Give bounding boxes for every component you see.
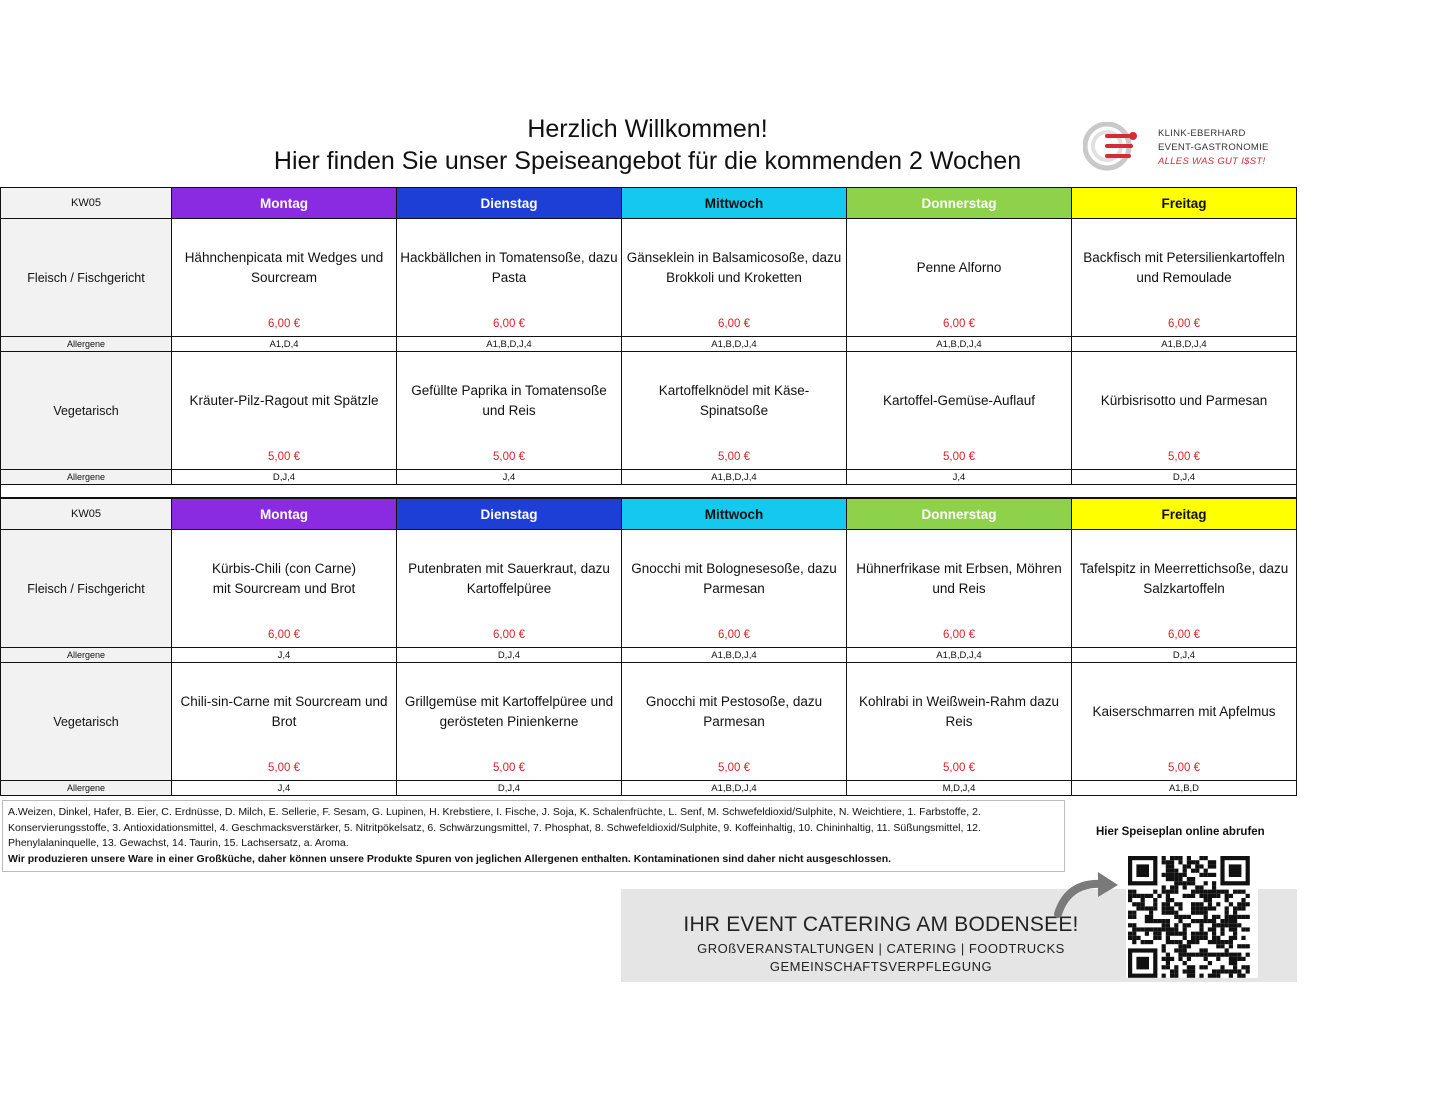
day-header-donnerstag: Donnerstag — [847, 188, 1072, 219]
dish-cell — [172, 663, 397, 781]
logo-slogan: ALLES WAS GUT I$ST! — [1158, 156, 1266, 167]
online-label: Hier Speiseplan online abrufen — [1096, 826, 1265, 838]
dish-price: 5,00 € — [1168, 762, 1200, 774]
page-title — [240, 113, 1055, 177]
dish-price: 5,00 € — [943, 451, 975, 463]
dish-price: 6,00 € — [268, 318, 300, 330]
dish-name: Backfisch mit Petersilienkartoffeln und Remoulade — [1083, 250, 1285, 285]
dish-name: Kaiserschmarren mit Apfelmus — [1092, 704, 1276, 719]
allergen-legend — [2, 800, 1065, 872]
promo-title: IHR EVENT CATERING AM BODENSEE! — [683, 913, 1079, 936]
curved-arrow-icon — [1050, 870, 1120, 920]
row-label-meat: Fleisch / Fischgericht — [1, 219, 172, 337]
row-label-veg: Vegetarisch — [1, 352, 172, 470]
dish-cell — [847, 530, 1072, 648]
allergens-value: D,J,4 — [397, 781, 622, 796]
dish-cell — [172, 530, 397, 648]
allergens-value: J,4 — [397, 470, 622, 485]
dish-cell — [1072, 352, 1297, 470]
allergens-value: A1,B,D,J,4 — [847, 648, 1072, 663]
dish-cell — [847, 352, 1072, 470]
dish-cell — [397, 352, 622, 470]
dish-price: 6,00 € — [493, 629, 525, 641]
title-line-1: Herzlich Willkommen! — [527, 115, 768, 143]
dish-price: 5,00 € — [1168, 451, 1200, 463]
dish-cell — [622, 530, 847, 648]
dish-name: Gänseklein in Balsamicosoße, dazu Brokkoli und Kroketten — [626, 250, 842, 285]
dish-name: Kartoffel-Gemüse-Auflauf — [882, 393, 1036, 408]
dish-name: Putenbraten mit Sauerkraut, dazu Kartoffelpüree — [408, 561, 610, 596]
allergens-value: A1,B,D,J,4 — [847, 337, 1072, 352]
allergens-label: Allergene — [1, 470, 172, 485]
logo-line-2: EVENT-GASTRONOMIE — [1158, 142, 1269, 153]
dish-price: 5,00 € — [943, 762, 975, 774]
allergens-value: A1,B,D,J,4 — [622, 337, 847, 352]
allergens-label: Allergene — [1, 648, 172, 663]
dish-name: Gnocchi mit Pestosoße, dazu Parmesan — [645, 694, 823, 729]
row-label-meat: Fleisch / Fischgericht — [1, 530, 172, 648]
allergens-value: A1,D,4 — [172, 337, 397, 352]
dish-name: Hackbällchen in Tomatensoße, dazu Pasta — [400, 250, 618, 285]
dish-cell — [172, 219, 397, 337]
dish-cell — [172, 352, 397, 470]
allergen-legend-text: A.Weizen, Dinkel, Hafer, B. Eier, C. Erdnüsse, D. Milch, E. Sellerie, F. Sesam, G. Lupinen, H. Krebstiere, I. Fische, J. Soja, K. Schalenfrüchte, L. Senf, M. Schwefeldioxid/Sulphite, N. Weichtiere, 1. Farbstoffe, 2. Konservierungsstoffe, 3. Antioxidationsmittel, 4. Geschmacksverstärker, 5. Nitritpökelsatz, 6. Schwärzungsmittel, 7. Phosphat, 8. Schwefeldioxid/Sulphite, 9. Koffeinhaltig, 10. Chininhaltig, 11. Süßungsmittel, 12. Phenylalaninquelle, 13. Gewachst, 14. Taurin, 15. Lachsersatz, a. Aroma. — [8, 806, 981, 849]
row-label-veg: Vegetarisch — [1, 663, 172, 781]
allergens-value: D,J,4 — [397, 648, 622, 663]
dish-cell — [397, 663, 622, 781]
allergens-value: M,D,J,4 — [847, 781, 1072, 796]
day-header-dienstag: Dienstag — [397, 188, 622, 219]
dish-price: 6,00 € — [1168, 318, 1200, 330]
dish-price: 6,00 € — [718, 318, 750, 330]
week-label: KW05 — [1, 188, 172, 219]
dish-name: Kartoffelknödel mit Käse-Spinatsoße — [658, 383, 810, 418]
qr-code-icon[interactable] — [1126, 854, 1258, 978]
allergens-value: A1,B,D — [1072, 781, 1297, 796]
logo-line-1: KLINK-EBERHARD — [1158, 128, 1246, 139]
spacer-row — [1, 485, 1297, 498]
day-header-freitag: Freitag — [1072, 188, 1297, 219]
allergens-value: D,J,4 — [172, 470, 397, 485]
day-header-mittwoch: Mittwoch — [622, 499, 847, 530]
fork-spoon-knife-logo-icon — [1083, 122, 1153, 172]
allergens-value: A1,B,D,J,4 — [397, 337, 622, 352]
dish-cell — [397, 219, 622, 337]
day-header-freitag: Freitag — [1072, 499, 1297, 530]
dish-cell — [847, 663, 1072, 781]
day-header-dienstag: Dienstag — [397, 499, 622, 530]
dish-name: Kohlrabi in Weißwein-Rahm dazu Reis — [858, 694, 1060, 729]
dish-price: 6,00 € — [943, 318, 975, 330]
day-header-mittwoch: Mittwoch — [622, 188, 847, 219]
dish-price: 6,00 € — [1168, 629, 1200, 641]
allergens-value: J,4 — [172, 648, 397, 663]
dish-cell — [622, 219, 847, 337]
dish-price: 5,00 € — [493, 762, 525, 774]
dish-price: 5,00 € — [493, 451, 525, 463]
allergens-value: A1,B,D,J,4 — [622, 648, 847, 663]
dish-name: Hühnerfrikase mit Erbsen, Möhren und Reis — [856, 561, 1062, 596]
day-header-montag: Montag — [172, 188, 397, 219]
week-label: KW05 — [1, 499, 172, 530]
allergens-label: Allergene — [1, 781, 172, 796]
promo-subline-2: GEMEINSCHAFTSVERPFLEGUNG — [769, 959, 993, 974]
dish-name: Hähnchenpicata mit Wedges und Sourcream — [184, 250, 384, 285]
dish-cell — [1072, 530, 1297, 648]
dish-cell — [397, 530, 622, 648]
dish-name: Penne Alforno — [916, 260, 1002, 275]
dish-price: 6,00 € — [943, 629, 975, 641]
allergens-value: A1,B,D,J,4 — [1072, 337, 1297, 352]
dish-cell — [622, 352, 847, 470]
allergens-value: J,4 — [847, 470, 1072, 485]
allergens-value: A1,B,D,J,4 — [622, 470, 847, 485]
dish-price: 6,00 € — [493, 318, 525, 330]
dish-name: Tafelspitz in Meerrettichsoße, dazu Salzkartoffeln — [1079, 561, 1289, 596]
dish-name: Gefüllte Paprika in Tomatensoße und Reis — [411, 383, 607, 418]
day-header-donnerstag: Donnerstag — [847, 499, 1072, 530]
dish-price: 5,00 € — [268, 451, 300, 463]
dish-name: Kürbis-Chili (con Carne) mit Sourcream und Brot — [211, 561, 357, 596]
dish-cell — [1072, 219, 1297, 337]
dish-name: Grillgemüse mit Kartoffelpüree und gerösteten Pinienkerne — [404, 694, 614, 729]
dish-cell — [622, 663, 847, 781]
week-table-1 — [0, 187, 1297, 498]
allergens-label: Allergene — [1, 337, 172, 352]
dish-cell — [847, 219, 1072, 337]
dish-price: 5,00 € — [718, 762, 750, 774]
allergens-value: D,J,4 — [1072, 648, 1297, 663]
dish-name: Kürbisrisotto und Parmesan — [1100, 393, 1268, 408]
dish-name: Gnocchi mit Bolognesesoße, dazu Parmesan — [631, 561, 837, 596]
dish-cell — [1072, 663, 1297, 781]
contamination-warning: Wir produzieren unsere Ware in einer Großküche, daher können unsere Produkte Spuren von jeglichen Allergenen enthalten. Kontaminationen sind daher nicht ausgeschlossen. — [8, 852, 892, 865]
allergens-value: J,4 — [172, 781, 397, 796]
dish-price: 6,00 € — [268, 629, 300, 641]
allergens-value: D,J,4 — [1072, 470, 1297, 485]
dish-price: 5,00 € — [718, 451, 750, 463]
dish-price: 6,00 € — [718, 629, 750, 641]
dish-price: 5,00 € — [268, 762, 300, 774]
week-table-2 — [0, 498, 1297, 796]
day-header-montag: Montag — [172, 499, 397, 530]
title-line-2: Hier finden Sie unser Speiseangebot für die kommenden 2 Wochen — [273, 147, 1022, 175]
dish-name: Kräuter-Pilz-Ragout mit Spätzle — [189, 393, 379, 408]
company-logo — [1083, 122, 1283, 172]
promo-subline-1: GROßVERANSTALTUNGEN | CATERING | FOODTRUCKS — [697, 941, 1065, 956]
allergens-value: A1,B,D,J,4 — [622, 781, 847, 796]
dish-name: Chili-sin-Carne mit Sourcream und Brot — [180, 694, 388, 729]
